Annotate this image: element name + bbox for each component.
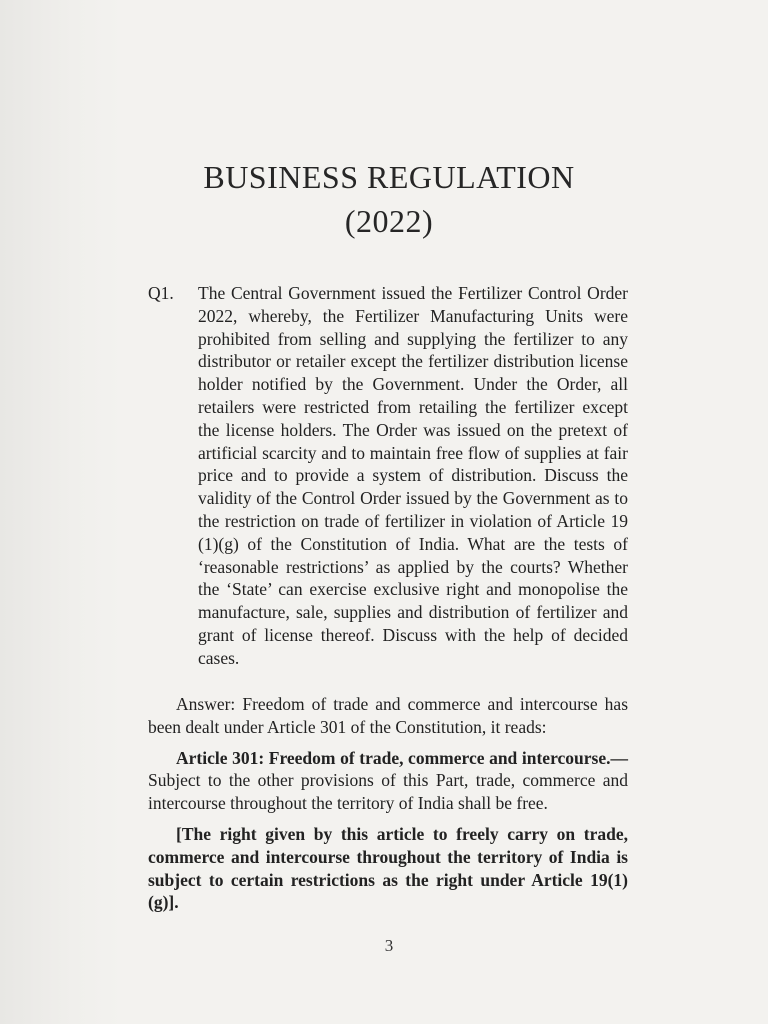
article-note: [The right given by this article to freely carry on trade, commerce and intercourse throughout the territory of India is subject to certain restrictions as the right under Article 19(1)(g)]. — [148, 823, 628, 913]
chapter-title-main: BUSINESS REGULATION — [203, 159, 575, 195]
chapter-title-year: (2022) — [344, 203, 434, 239]
article-heading: Article 301: Freedom of trade, commerce and intercourse.— — [176, 747, 628, 768]
answer-intro-text: Freedom of trade and commerce and intercourse has been dealt under Article 301 of the Constitution, it reads: — [148, 694, 628, 737]
answer-intro-paragraph — [148, 693, 628, 739]
answer-label: Answer: — [176, 694, 236, 714]
chapter-title — [150, 155, 628, 243]
page-binding-shadow — [0, 0, 122, 1024]
question-number: Q1. — [148, 283, 174, 303]
page-number: 3 — [384, 936, 394, 955]
question-text: The Central Government issued the Fertilizer Control Order 2022, whereby, the Fertilizer Manufacturing Units were prohibited from selling and supplying the fertilizer to any distributor or retailer except the fertilizer distribution license holder notified by the Government. Under the Order, all retailers were restricted from retailing the fertilizer except the license holders. The Order was issued on the pretext of artificial scarcity and to maintain free flow of supplies at fair price and to provide a system of distribution. Discuss the validity of the Control Order issued by the Government as to the restriction on trade of fertilizer in violation of Article 19 (1)(g) of the Constitution of India. What are the tests of ‘reasonable restrictions’ as applied by the courts? Whether the ‘State’ can exercise exclusive right and monopolise the manufacture, sale, supplies and distribution of fertilizer and grant of license thereof. Discuss with the help of decided cases. — [198, 283, 628, 668]
article-text: Subject to the other provisions of this Part, trade, commerce and intercourse throughout the territory of India shall be free. — [148, 770, 628, 814]
answer-block — [148, 693, 628, 922]
article-paragraph — [148, 747, 628, 815]
question-block — [148, 282, 628, 670]
